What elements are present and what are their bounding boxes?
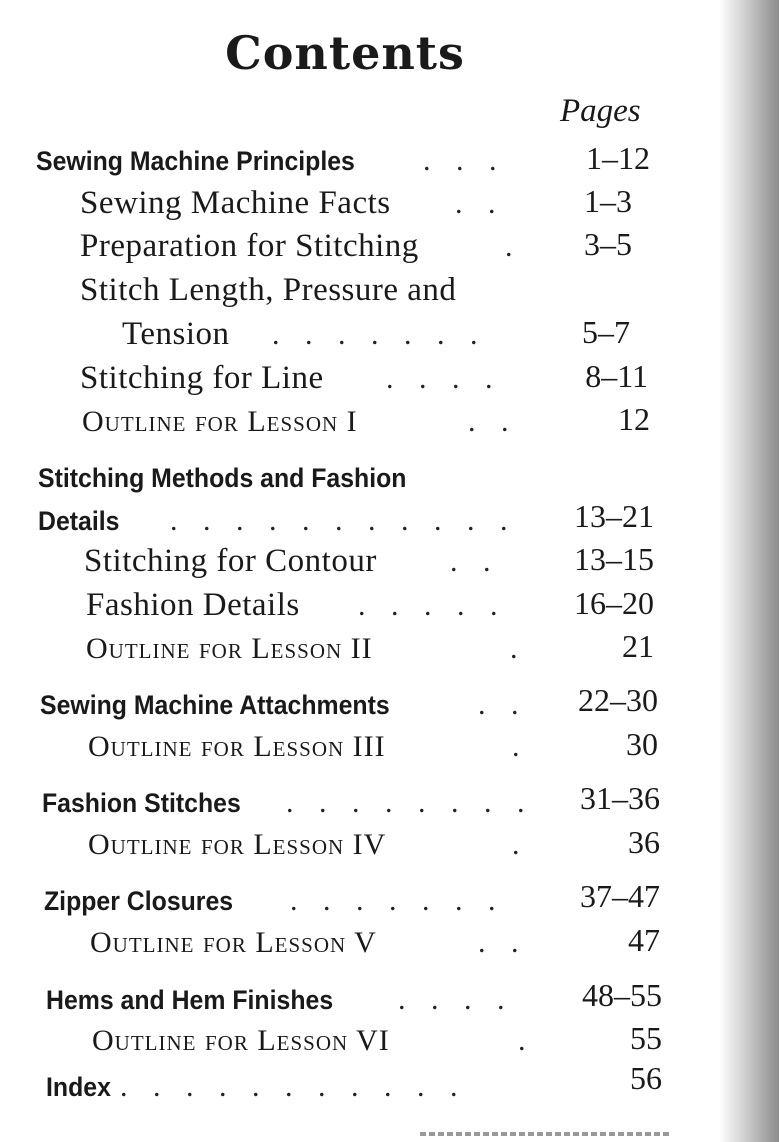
toc-leader-dots: .	[505, 230, 522, 263]
toc-outline-label: Outline for Lesson III	[88, 730, 386, 763]
toc-section-label: Hems and Hem Finishes	[46, 985, 334, 1015]
toc-row	[0, 457, 779, 501]
toc-row	[0, 977, 779, 1021]
toc-leader-dots: .	[510, 632, 527, 665]
toc-page-range: 21	[622, 628, 654, 664]
bottom-edge-text-fragment	[420, 1132, 670, 1136]
toc-row	[0, 401, 779, 445]
toc-row	[0, 1060, 779, 1108]
toc-sub-label: Tension	[122, 316, 230, 352]
page-title: Contents	[225, 26, 465, 80]
toc-leader-dots: . . . . . . . . . . .	[170, 504, 517, 537]
toc-row	[0, 541, 779, 585]
toc-leader-dots: . . . . . . .	[272, 318, 487, 351]
toc-outline-label: Outline for Lesson I	[82, 405, 358, 438]
toc-sub-label: Stitching for Line	[80, 360, 324, 396]
toc-section-label: Sewing Machine Attachments	[40, 690, 390, 720]
toc-section-label: Details	[38, 506, 120, 536]
toc-page-range: 36	[628, 824, 660, 860]
toc-section-label: Zipper Closures	[44, 886, 234, 916]
toc-page-range: 56	[630, 1060, 662, 1096]
toc-row	[0, 824, 779, 868]
toc-row	[0, 780, 779, 824]
toc-page-range: 13–21	[574, 498, 654, 534]
toc-leader-dots: .	[512, 730, 529, 763]
toc-row	[0, 878, 779, 922]
toc-leader-dots: . . . .	[398, 983, 514, 1016]
toc-page-range: 22–30	[578, 682, 658, 718]
toc-sub-label: Sewing Machine Facts	[80, 185, 391, 221]
toc-leader-dots: . . . . . . .	[290, 884, 505, 917]
toc-page-range: 31–36	[580, 780, 660, 816]
toc-row	[0, 183, 779, 227]
toc-page-range: 16–20	[574, 585, 654, 621]
toc-leader-dots: . . . . . . . . . . .	[120, 1070, 467, 1103]
toc-page-range: 55	[630, 1020, 662, 1056]
toc-page-range: 3–5	[584, 226, 632, 262]
toc-outline-label: Outline for Lesson IV	[88, 828, 387, 861]
toc-leader-dots: . .	[468, 405, 518, 438]
toc-sub-label: Stitching for Contour	[84, 543, 377, 579]
toc-sub-label: Fashion Details	[86, 587, 300, 623]
toc-leader-dots: . .	[478, 926, 528, 959]
toc-row	[0, 140, 779, 184]
toc-outline-label: Outline for Lesson V	[90, 926, 377, 959]
toc-row	[0, 922, 779, 966]
toc-row	[0, 585, 779, 629]
toc-leader-dots: . .	[455, 187, 505, 220]
toc-outline-label: Outline for Lesson VI	[92, 1024, 390, 1057]
toc-section-label: Index	[46, 1072, 111, 1102]
toc-row	[0, 628, 779, 672]
toc-section-label: Stitching Methods and Fashion	[38, 463, 407, 493]
toc-leader-dots: . . . .	[386, 362, 502, 395]
toc-page-range: 12	[618, 401, 650, 437]
toc-row	[0, 226, 779, 270]
toc-row	[0, 498, 779, 542]
toc-sub-label: Preparation for Stitching	[80, 228, 419, 264]
toc-page-range: 13–15	[574, 541, 654, 577]
toc-row	[0, 1020, 779, 1064]
toc-page-range: 5–7	[582, 314, 630, 350]
toc-page-range: 37–47	[580, 878, 660, 914]
toc-section-label: Fashion Stitches	[42, 788, 241, 818]
toc-row	[0, 270, 779, 314]
toc-leader-dots: . . .	[423, 144, 506, 177]
toc-outline-label: Outline for Lesson II	[86, 632, 373, 665]
toc-page-range: 48–55	[582, 977, 662, 1013]
pages-column-header: Pages	[560, 93, 641, 129]
toc-leader-dots: .	[518, 1024, 535, 1057]
toc-page-range: 47	[628, 922, 660, 958]
toc-leader-dots: . .	[478, 688, 528, 721]
toc-leader-dots: . .	[450, 545, 500, 578]
toc-leader-dots: .	[512, 828, 529, 861]
toc-page-range: 1–12	[586, 140, 650, 176]
toc-row	[0, 682, 779, 726]
toc-page-range: 8–11	[585, 358, 648, 394]
toc-page-range: 30	[626, 726, 658, 762]
toc-sub-label: Stitch Length, Pressure and	[80, 272, 457, 308]
toc-page-range: 1–3	[584, 183, 632, 219]
toc-leader-dots: . . . . . . . .	[286, 786, 534, 819]
toc-leader-dots: . . . . .	[358, 589, 507, 622]
toc-row	[0, 314, 779, 358]
toc-row	[0, 726, 779, 770]
toc-section-label: Sewing Machine Principles	[36, 146, 355, 176]
toc-row	[0, 358, 779, 402]
